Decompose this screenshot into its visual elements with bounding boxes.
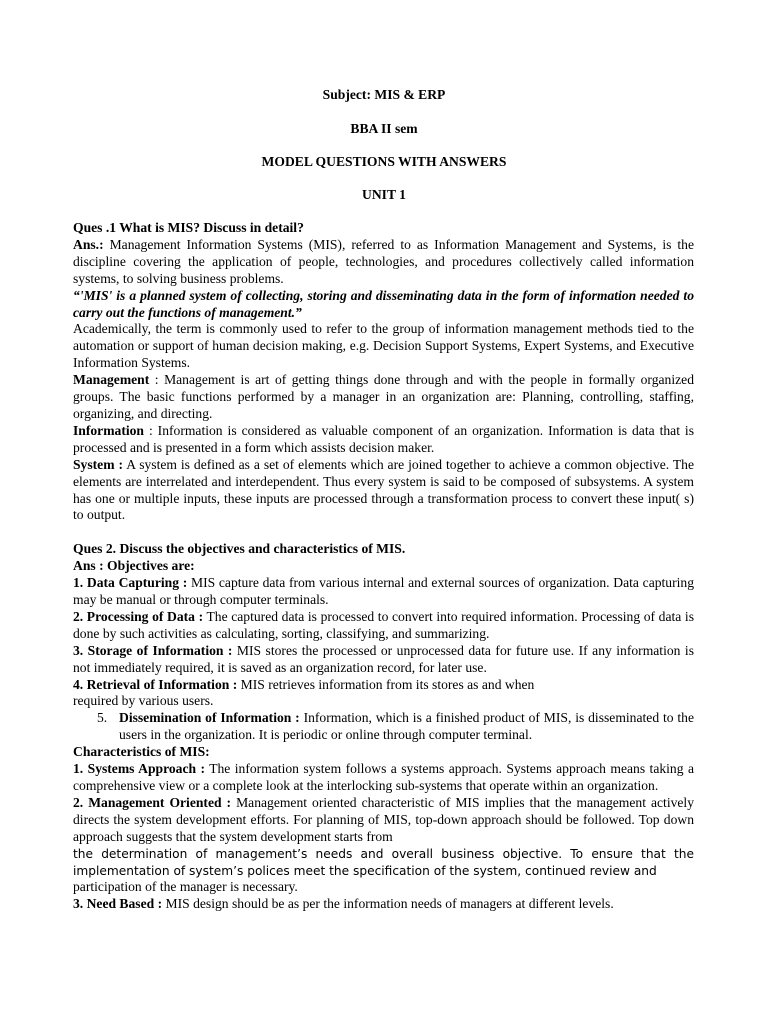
- system-text: A system is defined as a set of elements which are joined together to achieve a common objective. The elements are interrelated and interdependent. Thus every system is said to be composed of subsystems. A system has one or multiple inputs, these inputs are processed through a transformation process to convert these input( s) to output.: [73, 456, 694, 523]
- objective-5-text: Information, which is a finished product of MIS, is disseminated to the users in the organization. It is periodic or online through computer terminal.: [119, 710, 694, 743]
- characteristic-1-text: The information system follows a systems approach. Systems approach means taking a comprehensive view or a complete look at the interlocking sub-systems that operate within an organization.: [73, 761, 694, 793]
- objective-1-text: MIS capture data from various internal and external sources of organization. Data capturing may be manual or through computer terminals.: [73, 575, 694, 608]
- document-title: MODEL QUESTIONS WITH ANSWERS: [261, 154, 507, 169]
- characteristic-2-text: Management oriented characteristic of MIS implies that the management actively directs the system development efforts. For planning of MIS, top-down approach should be followed. Top down approach suggests that the system development starts from: [73, 794, 694, 844]
- objective-1: [73, 575, 694, 609]
- characteristic-3-label: 3. Need Based :: [73, 896, 163, 912]
- characteristic-1-label: 1. Systems Approach :: [73, 761, 206, 777]
- objective-1-label: 1. Data Capturing :: [73, 575, 188, 591]
- objective-3: [73, 643, 694, 677]
- characteristic-2-end: participation of the manager is necessary.: [73, 879, 298, 895]
- question-1: Ques .1 What is MIS? Discuss in detail?: [73, 220, 304, 235]
- characteristic-2: [73, 795, 694, 846]
- mis-definition-quote: “'MIS' is a planned system of collecting, storing and disseminating data in the form of information needed to carry out the functions of management.”: [73, 287, 694, 320]
- subject-line: Subject: MIS & ERP: [322, 87, 446, 102]
- section-gap: [73, 524, 694, 541]
- system-paragraph: [73, 457, 694, 525]
- information-label: Information: [73, 422, 144, 438]
- characteristics-heading: Characteristics of MIS:: [73, 744, 210, 760]
- objective-3-label: 3. Storage of Information :: [73, 642, 233, 658]
- question-2: Ques 2. Discuss the objectives and characteristics of MIS.: [73, 541, 406, 557]
- characteristic-3-text: MIS design should be as per the information needs of managers at different levels.: [162, 896, 614, 912]
- management-label: Management: [73, 372, 150, 388]
- answer-1: [73, 237, 694, 288]
- answer-text: Management Information Systems (MIS), referred to as Information Management and Systems, is the discipline covering the application of people, technologies, and procedures collectively called information systems, to solving business problems.: [73, 236, 694, 286]
- management-text: : Management is art of getting things done through and with the people in formally organized groups. The basic functions performed by a manager in an organization are: Planning, controlling, staffing, organizing, and directing.: [73, 372, 694, 421]
- information-text: : Information is considered as valuable component of an organization. Information is data that is processed and is presented in a form which assists decision maker.: [73, 422, 694, 455]
- information-paragraph: [73, 423, 694, 457]
- objective-3-text: MIS stores the processed or unprocessed data for future use. If any information is not immediately required, it is saved as an organization record, for later use.: [73, 642, 694, 675]
- answer-label: Ans.:: [73, 236, 104, 252]
- objective-4-label: 4. Retrieval of Information :: [73, 676, 238, 692]
- objective-5: [73, 710, 694, 744]
- objective-4-continuation: required by various users.: [73, 693, 214, 709]
- objective-2-text: The captured data is processed to convert into required information. Processing of data is done by such activities as calculating, sorting, classifying, and summarizing.: [73, 608, 694, 641]
- characteristic-2-sans-text: the determination of management’s needs and overall business objective. To ensure that the implementation of system’s polices meet the specification of the system, continued review and: [73, 846, 694, 878]
- document-body: [73, 220, 694, 913]
- objective-4: [73, 677, 694, 694]
- management-paragraph: [73, 372, 694, 423]
- objective-5-number: 5.: [97, 710, 108, 726]
- characteristic-1: [73, 761, 694, 795]
- objective-5-label: Dissemination of Information :: [119, 710, 300, 726]
- academic-paragraph: Academically, the term is commonly used to refer to the group of information management methods tied to the automation or support of human decision making, e.g. Decision Support Systems, Expert Systems, and Executive Information Systems.: [73, 321, 694, 371]
- system-label: System :: [73, 456, 123, 472]
- course-line: BBA II sem: [350, 121, 418, 136]
- objective-4-text: MIS retrieves information from its stores as and when: [237, 676, 535, 692]
- objective-2-label: 2. Processing of Data :: [73, 608, 204, 624]
- unit-heading: UNIT 1: [362, 187, 406, 202]
- objectives-heading: Ans : Objectives are:: [73, 558, 195, 574]
- objective-2: [73, 609, 694, 643]
- characteristic-2-label: 2. Management Oriented :: [73, 794, 232, 810]
- characteristic-3: [73, 896, 694, 913]
